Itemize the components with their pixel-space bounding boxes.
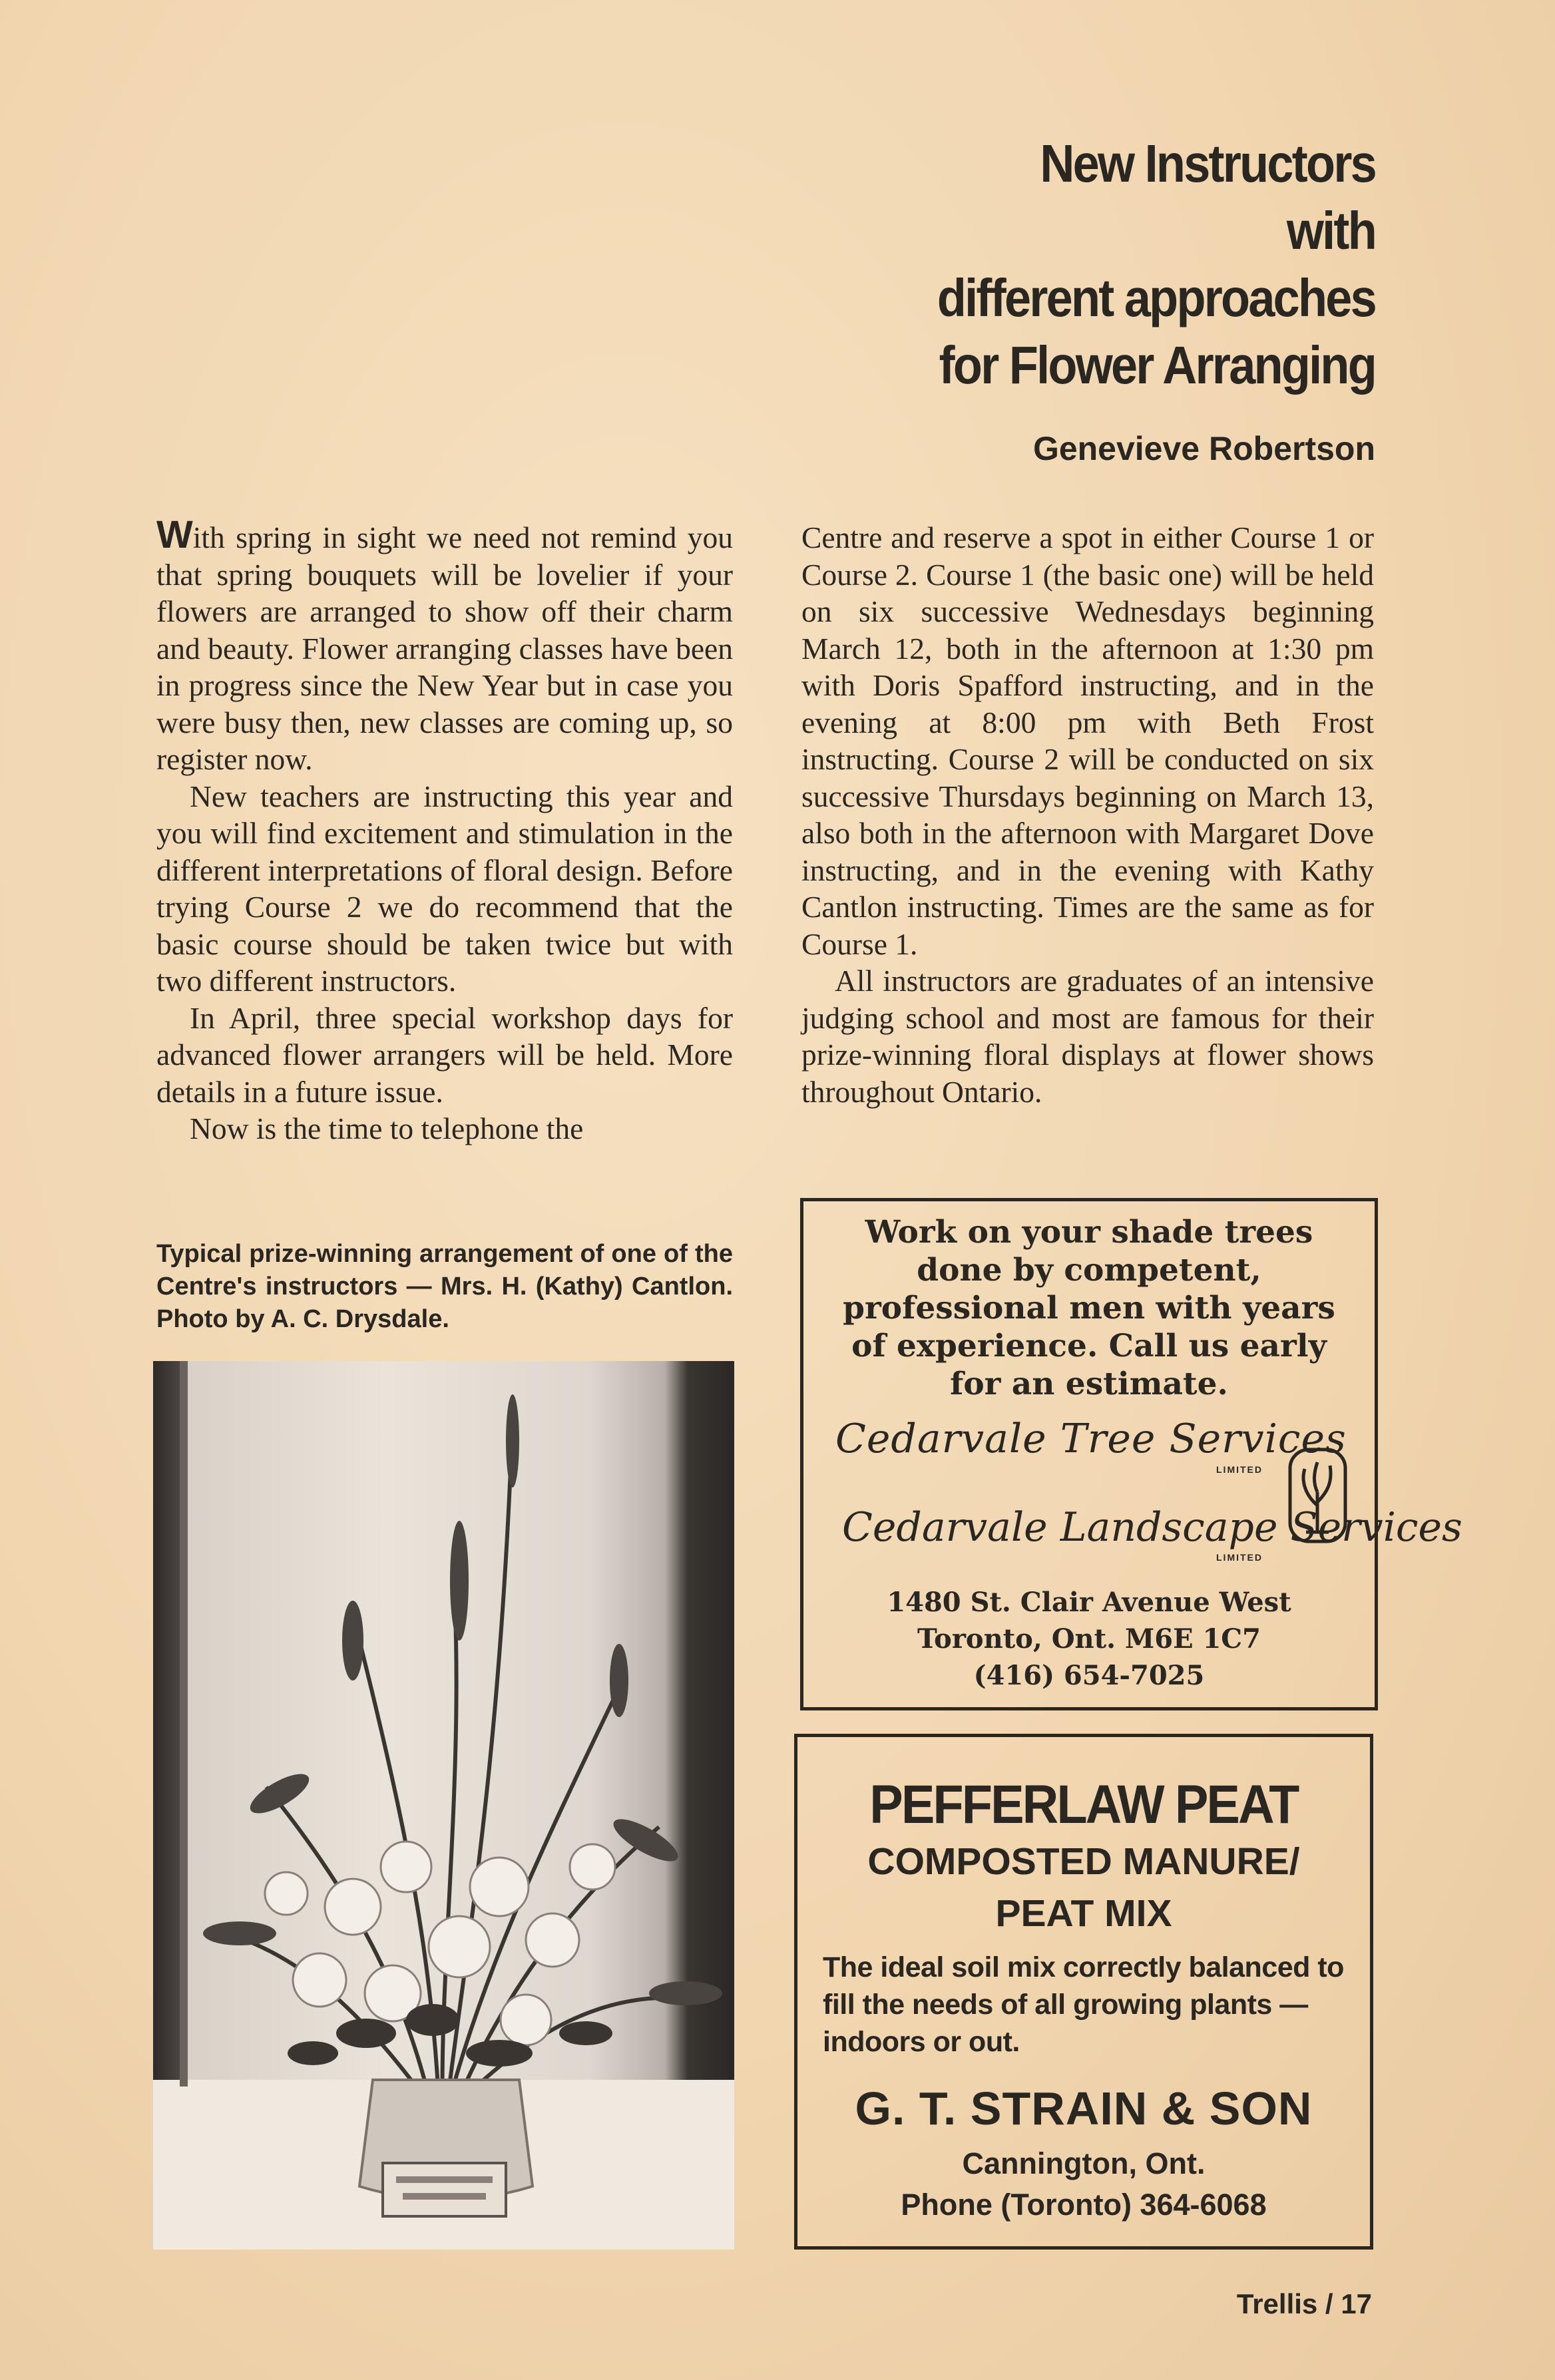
tree-services-advertisement xyxy=(800,1198,1462,1710)
company-suffix: LIMITED xyxy=(1216,1464,1263,1475)
peat-ad-title: PEFFERLAW PEAT xyxy=(869,1774,1298,1835)
contact-line: Cannington, Ont. xyxy=(962,2146,1206,2180)
article-paragraph: In April, three special workshop days for advanced flower arrangers will be held. More details in a future issue. xyxy=(156,1000,733,1109)
contact-line: Phone (Toronto) 364-6068 xyxy=(901,2188,1267,2222)
address-line: 1480 St. Clair Avenue West xyxy=(887,1587,1291,1618)
article-paragraph: New teachers are instructing this year and you will find excitement and stimulation in the different interpretations of floral design. Before trying Course 2 we do recommend that the basic course should be taken twice but with two different instructors. xyxy=(156,779,733,998)
subtitle-line: PEAT MIX xyxy=(995,1892,1172,1935)
article-paragraph xyxy=(156,513,733,778)
ad-text-line: of experience. Call us early xyxy=(851,1328,1327,1364)
ad-text-line: professional men with years xyxy=(843,1290,1335,1326)
headline-line: with xyxy=(1286,201,1375,260)
article-paragraph: Centre and reserve a spot in either Course 1 or Course 2. Course 1 (the basic one) will be held on six successive Wednesdays beginning March 12, both in the afternoon at 1:30 pm with Doris Spafford instructing, and in the evening at 8:00 pm with Beth Frost instructing. Course 2 will be conducted on six successive Thursdays beginning on March 13, also both in the afternoon with Margaret Dove instructing, and in the evening with Kathy Cantlon instructing. Times are the same as for Course 1. xyxy=(801,520,1374,961)
drop-cap: W xyxy=(156,513,193,556)
peat-ad-contact xyxy=(797,2143,1370,2226)
tree-services-pitch xyxy=(803,1213,1375,1403)
headline-line: New Instructors xyxy=(1040,134,1375,193)
paragraph-text: ith spring in sight we need not remind you that spring bouquets will be lovelier if your flowers are arranged to show off their charm and beauty. Flower arranging classes have been in progress since the New Year but in case you were busy then, new classes are coming up, so register now. xyxy=(156,520,733,776)
address-line: Toronto, Ont. M6E 1C7 xyxy=(917,1623,1261,1655)
page-footer: Trellis / 17 xyxy=(1236,2288,1372,2319)
ad-text-line: Work on your shade trees xyxy=(865,1214,1313,1251)
headline-line: different approaches xyxy=(937,268,1375,327)
article-paragraph: Now is the time to telephone the xyxy=(190,1111,584,1145)
company-name-tree-services: Cedarvale Tree Services xyxy=(835,1416,1347,1462)
headline-line: for Flower Arranging xyxy=(939,335,1375,395)
ad-text-line: for an estimate. xyxy=(950,1366,1228,1402)
peat-advertisement xyxy=(794,1734,1373,2250)
phone-line: (416) 654-7025 xyxy=(973,1660,1205,1691)
flower-arrangement-photo xyxy=(153,1361,734,2250)
peat-ad-subtitle xyxy=(797,1836,1370,1939)
flower-arrangement-illustration xyxy=(153,1361,734,2250)
ad-text-line: done by competent, xyxy=(917,1252,1261,1289)
article-right-column xyxy=(801,519,1374,1110)
peat-ad-description: The ideal soil mix correctly balanced to fill the needs of all growing plants — indoors or out. xyxy=(823,1951,1344,2058)
article-paragraph: All instructors are graduates of an intensive judging school and most are famous for their prize-winning floral displays at flower shows throughout Ontario. xyxy=(801,964,1374,1109)
article-headline xyxy=(656,130,1375,399)
company-suffix: LIMITED xyxy=(1216,1552,1263,1563)
article-byline: Genevieve Robertson xyxy=(1032,430,1375,467)
peat-ad-company: G. T. STRAIN & SON xyxy=(855,2082,1313,2134)
tree-services-address xyxy=(803,1584,1375,1694)
company-name-landscape-services: Cedarvale Landscape Services xyxy=(842,1504,1462,1551)
article-left-column xyxy=(156,513,733,1147)
subtitle-line: COMPOSTED MANURE/ xyxy=(867,1840,1300,1883)
tree-logo-icon xyxy=(1286,1446,1349,1545)
photo-caption: Typical prize-winning arrangement of one of the Centre's instructors — Mrs. H. (Kathy) Cantlon. Photo by A. C. Drysdale. xyxy=(156,1240,733,1333)
